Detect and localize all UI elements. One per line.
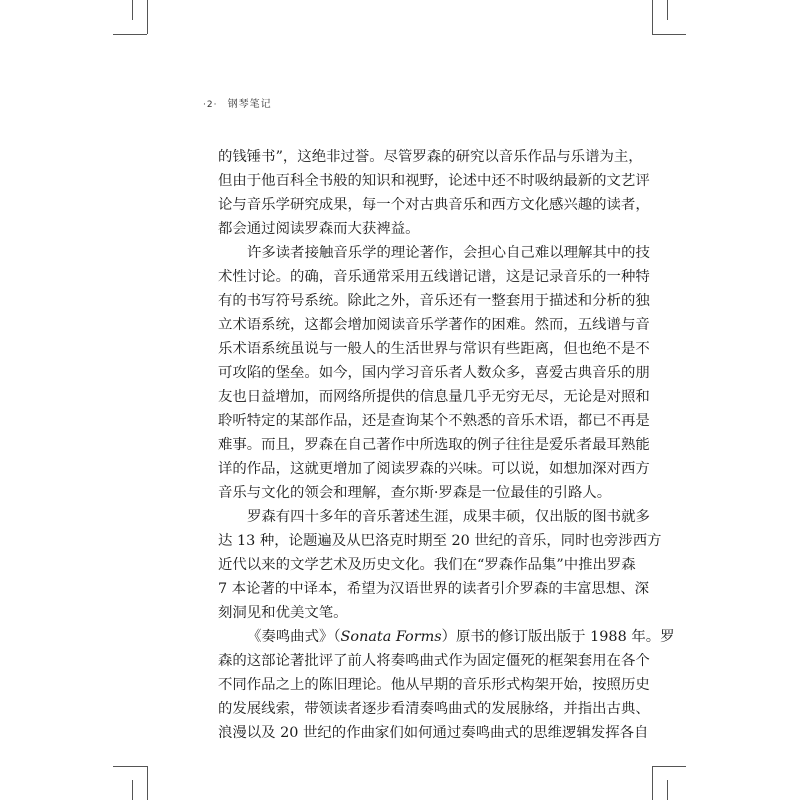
text-line: 7 本论著的中译本，希望为汉语世界的读者引介罗森的丰富思想、深 [218, 581, 650, 597]
paragraph [218, 625, 675, 745]
text-line: 有的书写符号系统。除此之外，音乐还有一整套用于描述和分析的独 [218, 293, 650, 309]
text-line: 不同作品之上的陈旧理论。他从早期的音乐形式构架开始，按照历史 [218, 677, 650, 693]
paragraph [218, 145, 650, 241]
book-title: 钢琴笔记 [227, 99, 272, 110]
text-line: 《奏鸣曲式》（Sonata Forms）原书的修订版出版于 1988 年。罗 [247, 629, 675, 645]
italic-title: Sonata Forms [340, 629, 442, 645]
page-number: ·2· [203, 100, 218, 110]
crop-mark-top-left-v2 [132, 0, 133, 20]
crop-mark-top-right-h [652, 34, 686, 35]
crop-mark-bottom-left-v [147, 766, 148, 800]
text-line: 的钱锤书”，这绝非过誉。尽管罗森的研究以音乐作品与乐谱为主， [218, 149, 643, 165]
text-line: 立术语系统，这都会增加阅读音乐学著作的困难。然而，五线谱与音 [218, 317, 650, 333]
text-line: 论与音乐学研究成果，每一个对古典音乐和西方文化感兴趣的读者， [218, 197, 650, 213]
text-line: 许多读者接触音乐学的理论著作，会担心自己难以理解其中的技 [247, 245, 650, 261]
text-line: 达 13 种，论题遍及从巴洛克时期至 20 世纪的音乐，同时也旁涉西方 [218, 533, 662, 549]
text-line: 的发展线索，带领读者逐步看清奏鸣曲式的发展脉络，并指出古典、 [218, 701, 650, 717]
crop-mark-top-right-v2 [667, 0, 668, 20]
crop-mark-bottom-right-v2 [667, 780, 668, 800]
crop-mark-bottom-right-h [652, 766, 686, 767]
text-line: 近代以来的文学艺术及历史文化。我们在“罗森作品集”中推出罗森 [218, 557, 636, 573]
crop-mark-bottom-left-h [113, 766, 147, 767]
running-head [203, 95, 272, 110]
text-line: 友也日益增加，而网络所提供的信息量几乎无穷无尽，无论是对照和 [218, 389, 650, 405]
text-line: 详的作品，这就更增加了阅读罗森的兴味。可以说，如想加深对西方 [218, 461, 650, 477]
body-text [218, 145, 675, 745]
crop-mark-bottom-left-v2 [132, 780, 133, 800]
paragraph [218, 241, 650, 505]
text-line: 刻洞见和优美文笔。 [218, 605, 348, 621]
crop-mark-top-right-v [652, 0, 653, 34]
paragraph [218, 505, 662, 625]
text-line: 都会通过阅读罗森而大获裨益。 [218, 221, 420, 237]
text-line: 音乐与文化的领会和理解，查尔斯·罗森是一位最佳的引路人。 [218, 485, 612, 501]
text-line: 聆听特定的某部作品，还是查询某个不熟悉的音乐术语，都已不再是 [218, 413, 650, 429]
crop-mark-top-left-v [147, 0, 148, 34]
text-line: 可攻陷的堡垒。如今，国内学习音乐者人数众多，喜爱古典音乐的朋 [218, 365, 650, 381]
text-line: 浪漫以及 20 世纪的作曲家们如何通过奏鸣曲式的思维逻辑发挥各自 [218, 725, 649, 741]
text-line: 难事。而且，罗森在自己著作中所选取的例子往往是爱乐者最耳熟能 [218, 437, 650, 453]
crop-mark-top-left-h [113, 34, 147, 35]
crop-mark-bottom-right-v [652, 766, 653, 800]
text-line: 乐术语系统虽说与一般人的生活世界与常识有些距离，但也绝不是不 [218, 341, 650, 357]
text-line: 森的这部论著批评了前人将奏鸣曲式作为固定僵死的框架套用在各个 [218, 653, 650, 669]
text-line: 罗森有四十多年的音乐著述生涯，成果丰硕，仅出版的图书就多 [247, 509, 650, 525]
text-line: 但由于他百科全书般的知识和视野，论述中还不时吸纳最新的文艺评 [218, 173, 650, 189]
text-line: 术性讨论。的确，音乐通常采用五线谱记谱，这是记录音乐的一种特 [218, 269, 650, 285]
